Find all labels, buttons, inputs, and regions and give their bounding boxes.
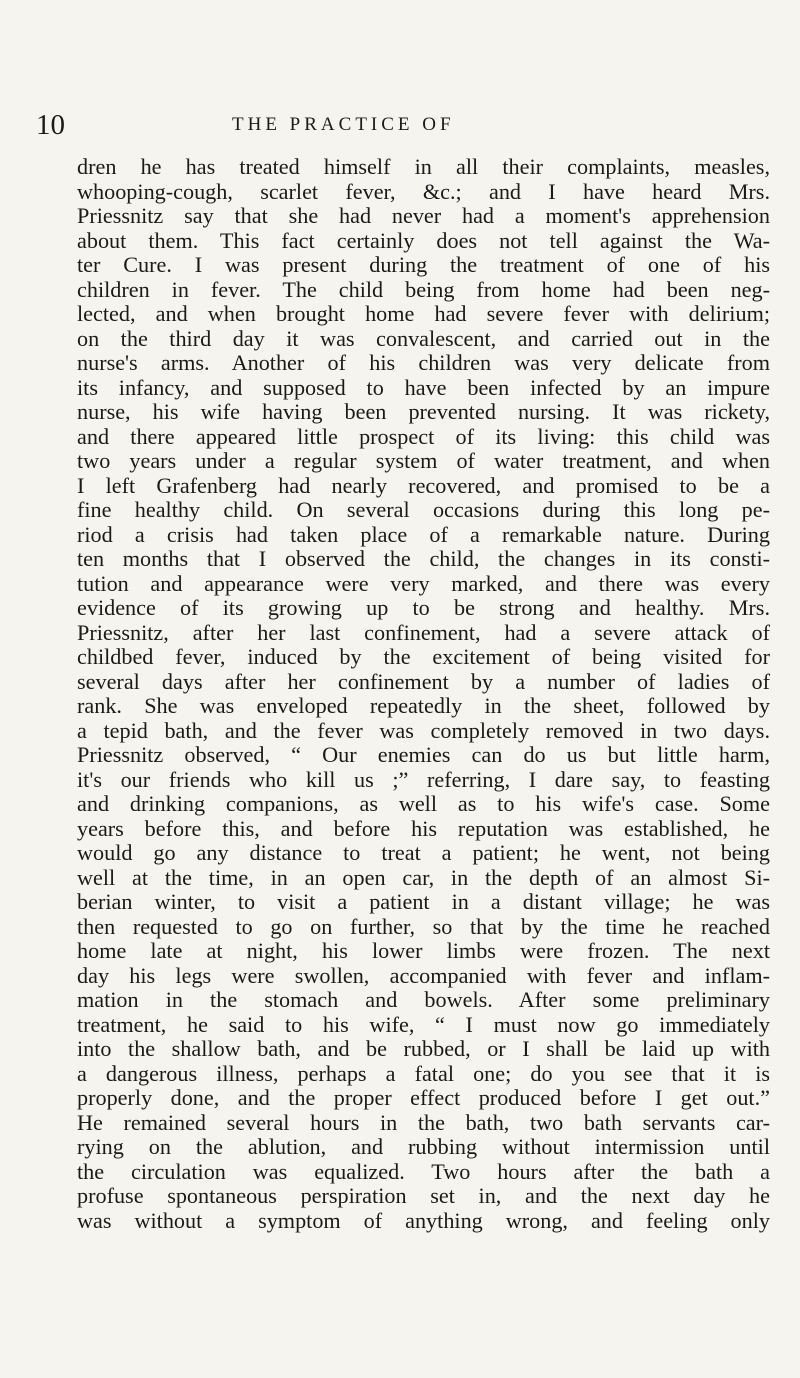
text-line: several days after her confinement by a number of ladies of [77,668,770,694]
text-line: berian winter, to visit a patient in a distant village; he was [77,889,770,914]
text-line: children in fever. The child being from home had been neg- [77,276,770,302]
text-line: Priessnitz say that she had never had a moment's apprehension [77,203,770,228]
text-line: well at the time, in an open car, in the depth of an almost Si- [77,864,770,890]
body-text [77,155,770,1233]
text-line: treatment, he said to his wife, “ I must now go immediately [77,1011,770,1037]
text-line: and there appeared little prospect of its living: this child was [77,423,770,449]
text-line: nurse, his wife having been prevented nursing. It was rickety, [77,399,770,424]
text-line: He remained several hours in the bath, two bath servants car- [77,1109,770,1135]
text-line: lected, and when brought home had severe fever with delirium; [77,301,770,326]
text-line: Priessnitz, after her last confinement, had a severe attack of [77,619,770,645]
running-head: THE PRACTICE OF [232,114,455,135]
text-line: evidence of its growing up to be strong and healthy. Mrs. [77,595,770,620]
text-line: day his legs were swollen, accompanied with fever and inflam- [77,962,770,988]
text-line: rying on the ablution, and rubbing without intermission until [77,1134,770,1159]
text-line: was without a symptom of anything wrong, and feeling only [77,1207,770,1233]
text-line: it's our friends who kill us ;” referring, I dare say, to feasting [77,766,770,792]
text-line: tution and appearance were very marked, and there was every [77,570,770,596]
text-line: years before this, and before his reputation was established, he [77,815,770,841]
text-line: about them. This fact certainly does not tell against the Wa- [77,227,770,253]
text-line: on the third day it was convalescent, and carried out in the [77,325,770,351]
text-line: profuse spontaneous perspiration set in, and the next day he [77,1183,770,1208]
text-line: its infancy, and supposed to have been infected by an impure [77,374,770,400]
text-line: then requested to go on further, so that by the time he reached [77,913,770,939]
text-line: whooping-cough, scarlet fever, &c.; and I have heard Mrs. [77,178,770,204]
text-line: would go any distance to treat a patient; he went, not being [77,840,770,865]
text-line: riod a crisis had taken place of a remarkable nature. During [77,521,770,547]
text-line: a dangerous illness, perhaps a fatal one; do you see that it is [77,1060,770,1086]
text-line: I left Grafenberg had nearly recovered, and promised to be a [77,472,770,498]
text-line: Priessnitz observed, “ Our enemies can do us but little harm, [77,742,770,767]
text-line: into the shallow bath, and be rubbed, or I shall be laid up with [77,1036,770,1061]
text-line: two years under a regular system of water treatment, and when [77,448,770,473]
text-line: nurse's arms. Another of his children was very delicate from [77,350,770,375]
text-line: a tepid bath, and the fever was completely removed in two days. [77,717,770,743]
text-line: mation in the stomach and bowels. After some preliminary [77,987,770,1012]
text-line: properly done, and the proper effect produced before I get out.” [77,1085,770,1110]
text-line: and drinking companions, as well as to his wife's case. Some [77,791,770,816]
page-number: 10 [36,109,65,141]
text-line: home late at night, his lower limbs were frozen. The next [77,938,770,963]
text-line: the circulation was equalized. Two hours after the bath a [77,1158,770,1184]
text-line: dren he has treated himself in all their complaints, measles, [77,154,770,179]
text-line: childbed fever, induced by the excitement of being visited for [77,644,770,669]
text-line: ter Cure. I was present during the treatment of one of his [77,252,770,277]
text-line: fine healthy child. On several occasions during this long pe- [77,497,770,522]
text-line: rank. She was enveloped repeatedly in the sheet, followed by [77,693,770,718]
text-line: ten months that I observed the child, the changes in its consti- [77,546,770,571]
